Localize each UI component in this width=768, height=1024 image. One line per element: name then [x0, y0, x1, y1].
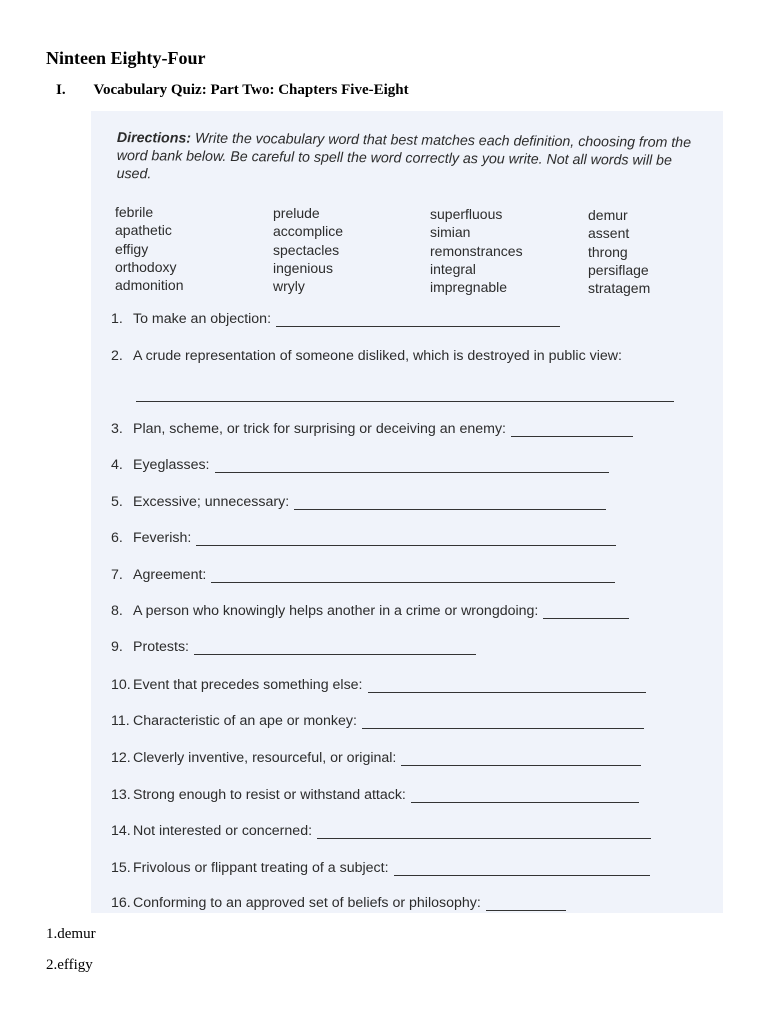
question-item — [111, 787, 639, 803]
question-number: 7. — [111, 567, 123, 583]
question-item — [111, 494, 606, 510]
word-bank-word: febrile — [115, 204, 154, 220]
question-item — [111, 639, 476, 655]
question-number: 2. — [111, 348, 123, 364]
question-number: 9. — [111, 639, 123, 655]
question-text: A crude representation of someone disliked, which is destroyed in public view: — [133, 348, 622, 364]
question-text: Frivolous or flippant treating of a subject: — [133, 860, 389, 876]
worksheet-scan — [91, 111, 723, 913]
answer-blank[interactable] — [401, 751, 641, 766]
question-number: 8. — [111, 603, 123, 619]
word-bank-word: remonstrances — [430, 242, 523, 259]
directions-text: Write the vocabulary word that best matches each definition, choosing from the word bank below. Be careful to spell the word correctly as you write. Not all words will be used. — [116, 130, 692, 183]
question-text: To make an objection: — [133, 311, 272, 327]
word-bank-word: orthodoxy — [115, 258, 177, 275]
document-title: Ninteen Eighty-Four — [46, 48, 206, 68]
section-heading — [56, 82, 409, 99]
question-number: 4. — [111, 457, 123, 473]
question-number: 14. — [111, 823, 131, 839]
directions-label: Directions: — [116, 129, 192, 147]
word-bank-word: effigy — [115, 240, 149, 257]
answer-blank[interactable] — [136, 401, 674, 402]
answer-blank[interactable] — [294, 495, 606, 510]
question-item — [111, 823, 651, 839]
word-bank-word: accomplice — [273, 223, 344, 240]
question-text: Agreement: — [133, 567, 207, 583]
answer-blank[interactable] — [486, 896, 566, 911]
word-bank-word: spectacles — [273, 241, 340, 258]
question-item — [111, 603, 629, 619]
question-number: 16. — [111, 895, 131, 911]
question-text: Event that precedes something else: — [133, 677, 363, 693]
answer-blank[interactable] — [511, 422, 633, 437]
question-text: Cleverly inventive, resourceful, or original: — [133, 750, 397, 766]
question-item — [111, 860, 650, 876]
question-text: Not interested or concerned: — [133, 823, 313, 839]
word-bank-word: admonition — [115, 277, 184, 294]
section-number: I. — [56, 82, 66, 98]
answer-blank[interactable] — [211, 568, 615, 583]
question-number: 3. — [111, 421, 123, 437]
word-bank-word: persiflage — [588, 261, 649, 278]
question-item — [111, 895, 566, 911]
section-title: Vocabulary Quiz: Part Two: Chapters Five-Eight — [93, 82, 409, 98]
question-number: 12. — [111, 750, 131, 766]
question-list — [91, 111, 723, 913]
word-bank-word: prelude — [273, 205, 320, 221]
question-item — [111, 567, 615, 583]
word-bank-word: wryly — [273, 278, 305, 295]
question-item — [111, 677, 646, 693]
question-text: Eyeglasses: — [133, 457, 210, 473]
question-number: 13. — [111, 787, 131, 803]
word-bank-word: ingenious — [273, 259, 333, 276]
question-text: Plan, scheme, or trick for surprising or deceiving an enemy: — [133, 421, 506, 437]
answer-blank[interactable] — [362, 714, 644, 729]
question-text: Strong enough to resist or withstand attack: — [133, 787, 406, 803]
word-bank-word: throng — [588, 243, 628, 260]
question-text: Protests: — [133, 639, 189, 655]
question-number: 1. — [111, 311, 123, 327]
question-text: A person who knowingly helps another in a crime or wrongdoing: — [133, 603, 539, 619]
question-number: 15. — [111, 860, 131, 876]
answer-line: 1.demur — [46, 926, 96, 942]
word-bank-word: apathetic — [115, 222, 172, 239]
answer-blank[interactable] — [194, 640, 476, 655]
question-item — [111, 457, 609, 473]
question-item — [111, 530, 616, 546]
word-bank-word: stratagem — [588, 280, 651, 297]
question-text: Conforming to an approved set of beliefs or philosophy: — [133, 895, 481, 911]
word-bank-word: impregnable — [430, 279, 508, 296]
word-bank-word: demur — [588, 207, 628, 223]
question-number: 10. — [111, 677, 131, 693]
question-item — [111, 421, 633, 437]
question-number: 6. — [111, 530, 123, 546]
question-item — [111, 750, 641, 766]
word-bank-word: simian — [430, 224, 471, 241]
answer-blank[interactable] — [543, 604, 629, 619]
answer-blank[interactable] — [196, 531, 616, 546]
answer-line: 2.effigy — [46, 957, 93, 973]
word-bank-word: superfluous — [430, 206, 503, 222]
question-item — [111, 348, 622, 364]
question-number: 5. — [111, 494, 123, 510]
question-text: Excessive; unnecessary: — [133, 494, 290, 510]
word-bank-word: assent — [588, 225, 630, 242]
answer-blank[interactable] — [368, 678, 646, 693]
answer-blank[interactable] — [411, 788, 639, 803]
answer-blank[interactable] — [276, 312, 560, 327]
word-bank-word: integral — [430, 260, 476, 277]
question-item — [111, 713, 644, 729]
question-number: 11. — [111, 713, 130, 729]
question-item — [111, 311, 560, 327]
question-text: Characteristic of an ape or monkey: — [133, 713, 357, 729]
question-text: Feverish: — [133, 530, 192, 546]
answer-blank[interactable] — [317, 824, 651, 839]
answer-blank[interactable] — [215, 458, 609, 473]
answer-blank[interactable] — [394, 861, 650, 876]
